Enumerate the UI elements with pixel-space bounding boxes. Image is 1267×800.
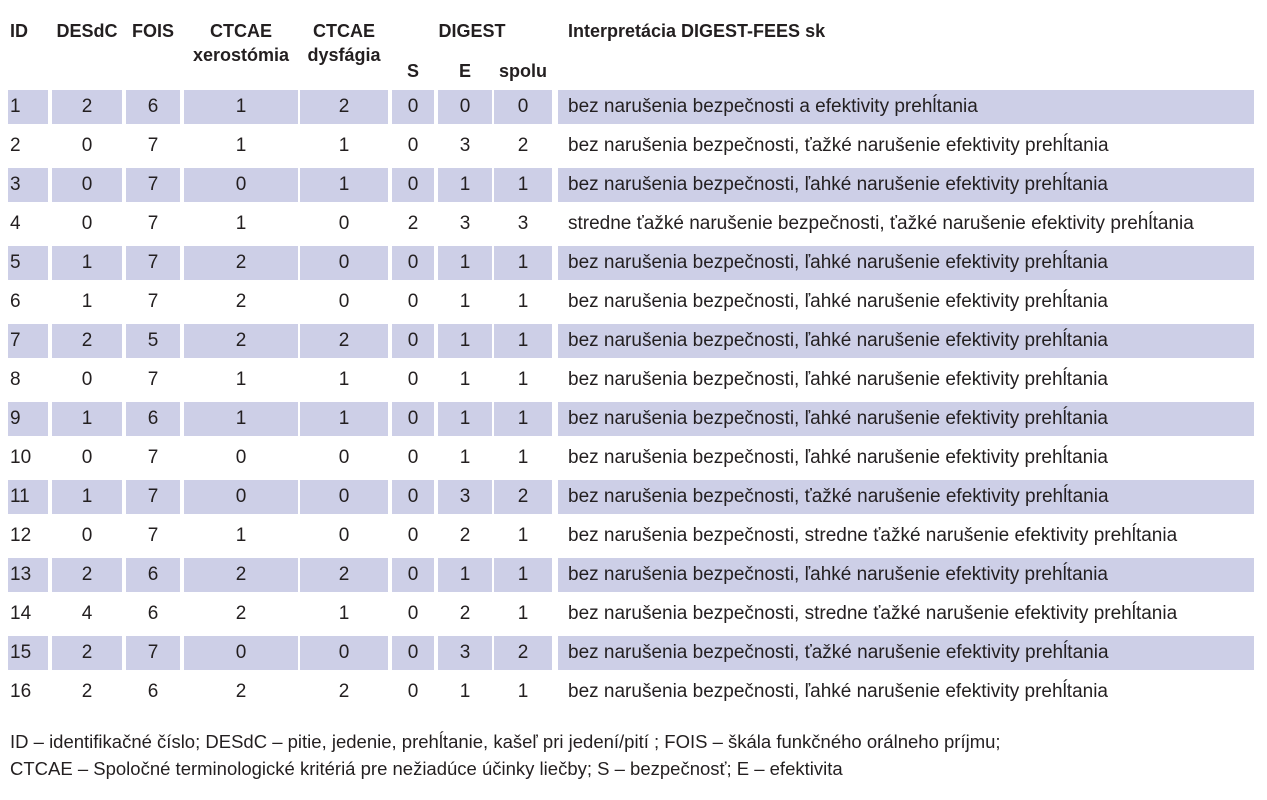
cell-digest-e: 3 bbox=[438, 480, 492, 514]
cell-digest-spolu: 1 bbox=[494, 402, 552, 436]
cell-ctcae-xerostomia: 0 bbox=[184, 168, 298, 202]
header-ctcae-xerostomia-top: CTCAE bbox=[210, 21, 272, 41]
cell-ctcae-dysfagia: 1 bbox=[338, 369, 350, 390]
cell-digest-e: 3 bbox=[438, 636, 492, 670]
cell-digest-spolu: 1 bbox=[494, 168, 552, 202]
cell-fois: 7 bbox=[147, 369, 159, 390]
cell-interpretation: bez narušenia bezpečnosti, stredne ťažké narušenie efektivity prehĺtania bbox=[568, 603, 1178, 624]
cell-fois: 6 bbox=[147, 603, 159, 624]
cell-desdc: 2 bbox=[52, 636, 122, 670]
cell-fois: 7 bbox=[147, 447, 159, 468]
header-desdc: DESdC bbox=[56, 21, 118, 41]
cell-desdc: 0 bbox=[81, 213, 93, 234]
cell-interpretation: bez narušenia bezpečnosti, ľahké narušenie efektivity prehĺtania bbox=[568, 681, 1108, 702]
cell-interpretation: bez narušenia bezpečnosti, ľahké narušenie efektivity prehĺtania bbox=[558, 246, 1254, 280]
cell-interpretation: stredne ťažké narušenie bezpečnosti, ťažké narušenie efektivity prehĺtania bbox=[568, 213, 1194, 234]
cell-digest-spolu: 1 bbox=[494, 324, 552, 358]
table-row bbox=[0, 558, 1267, 592]
cell-interpretation: bez narušenia bezpečnosti, ľahké narušenie efektivity prehĺtania bbox=[558, 558, 1254, 592]
cell-ctcae-dysfagia: 0 bbox=[300, 636, 388, 670]
cell-ctcae-dysfagia: 2 bbox=[300, 90, 388, 124]
cell-id: 13 bbox=[8, 558, 48, 592]
cell-ctcae-xerostomia: 1 bbox=[184, 90, 298, 124]
cell-id: 14 bbox=[10, 603, 32, 624]
cell-desdc: 0 bbox=[52, 168, 122, 202]
header-id: ID bbox=[10, 21, 28, 41]
cell-desdc: 0 bbox=[81, 525, 93, 546]
cell-digest-s: 0 bbox=[392, 402, 434, 436]
header-digest-e: E bbox=[458, 61, 471, 81]
footnote-line-1: ID – identifikačné číslo; DESdC – pitie, jedenie, prehĺtanie, kašeľ pri jedení/pití ; FOIS – škála funkčného orálneho príjmu; bbox=[10, 731, 1001, 752]
cell-ctcae-dysfagia: 0 bbox=[300, 246, 388, 280]
cell-ctcae-xerostomia: 0 bbox=[184, 636, 298, 670]
cell-fois: 7 bbox=[126, 246, 180, 280]
cell-interpretation: bez narušenia bezpečnosti, ťažké narušenie efektivity prehĺtania bbox=[568, 135, 1109, 156]
cell-fois: 6 bbox=[126, 558, 180, 592]
cell-ctcae-xerostomia: 2 bbox=[235, 291, 247, 312]
cell-digest-spolu: 2 bbox=[517, 135, 529, 156]
cell-fois: 6 bbox=[126, 90, 180, 124]
cell-desdc: 0 bbox=[81, 369, 93, 390]
cell-digest-spolu: 1 bbox=[517, 681, 529, 702]
cell-digest-s: 0 bbox=[407, 681, 419, 702]
cell-interpretation: bez narušenia bezpečnosti, ľahké narušenie efektivity prehĺtania bbox=[568, 291, 1108, 312]
cell-fois: 6 bbox=[147, 681, 159, 702]
cell-id: 5 bbox=[8, 246, 48, 280]
header-ctcae-dysfagia-top: CTCAE bbox=[313, 21, 375, 41]
cell-ctcae-xerostomia: 0 bbox=[184, 480, 298, 514]
cell-digest-e: 1 bbox=[459, 681, 471, 702]
cell-digest-spolu: 2 bbox=[494, 636, 552, 670]
cell-digest-s: 0 bbox=[407, 135, 419, 156]
cell-ctcae-dysfagia: 1 bbox=[300, 168, 388, 202]
cell-digest-spolu: 1 bbox=[494, 246, 552, 280]
cell-ctcae-xerostomia: 2 bbox=[235, 603, 247, 624]
cell-digest-s: 2 bbox=[407, 213, 419, 234]
cell-digest-e: 1 bbox=[438, 558, 492, 592]
cell-ctcae-xerostomia: 2 bbox=[184, 324, 298, 358]
cell-fois: 7 bbox=[126, 636, 180, 670]
cell-ctcae-xerostomia: 2 bbox=[184, 558, 298, 592]
cell-digest-spolu: 1 bbox=[517, 603, 529, 624]
table-row bbox=[0, 246, 1267, 280]
cell-id: 1 bbox=[8, 90, 48, 124]
cell-digest-e: 1 bbox=[459, 447, 471, 468]
cell-desdc: 0 bbox=[81, 135, 93, 156]
cell-ctcae-xerostomia: 1 bbox=[184, 402, 298, 436]
cell-id: 12 bbox=[10, 525, 32, 546]
cell-id: 6 bbox=[10, 291, 21, 312]
cell-digest-spolu: 0 bbox=[494, 90, 552, 124]
cell-desdc: 1 bbox=[52, 246, 122, 280]
footnote-line-2: CTCAE – Spoločné terminologické kritériá pre nežiadúce účinky liečby; S – bezpečnosť; E – efektivita bbox=[10, 758, 843, 779]
cell-desdc: 1 bbox=[52, 402, 122, 436]
cell-digest-spolu: 1 bbox=[517, 447, 529, 468]
cell-ctcae-dysfagia: 1 bbox=[300, 402, 388, 436]
cell-digest-e: 1 bbox=[459, 369, 471, 390]
header-ctcae-dysfagia-bottom: dysfágia bbox=[307, 45, 381, 65]
table-row bbox=[0, 168, 1267, 202]
cell-id: 3 bbox=[8, 168, 48, 202]
header-digest-s: S bbox=[406, 61, 419, 81]
cell-fois: 7 bbox=[147, 213, 159, 234]
header-digest-spolu: spolu bbox=[499, 61, 547, 81]
cell-digest-s: 0 bbox=[407, 447, 419, 468]
cell-ctcae-xerostomia: 1 bbox=[235, 135, 247, 156]
header-ctcae-xerostomia-bottom: xerostómia bbox=[192, 45, 290, 65]
cell-desdc: 2 bbox=[52, 324, 122, 358]
cell-desdc: 0 bbox=[81, 447, 93, 468]
table-row bbox=[0, 207, 1267, 241]
cell-fois: 6 bbox=[126, 402, 180, 436]
cell-digest-s: 0 bbox=[407, 603, 419, 624]
cell-ctcae-xerostomia: 1 bbox=[235, 369, 247, 390]
cell-fois: 7 bbox=[126, 480, 180, 514]
cell-desdc: 4 bbox=[81, 603, 93, 624]
cell-ctcae-xerostomia: 1 bbox=[235, 525, 247, 546]
cell-interpretation: bez narušenia bezpečnosti, ľahké narušenie efektivity prehĺtania bbox=[558, 168, 1254, 202]
cell-ctcae-dysfagia: 2 bbox=[338, 681, 350, 702]
cell-desdc: 1 bbox=[81, 291, 93, 312]
cell-digest-e: 2 bbox=[459, 525, 471, 546]
cell-id: 11 bbox=[8, 480, 48, 514]
table-row bbox=[0, 402, 1267, 436]
cell-ctcae-dysfagia: 0 bbox=[300, 480, 388, 514]
cell-interpretation: bez narušenia bezpečnosti, ťažké narušenie efektivity prehĺtania bbox=[558, 480, 1254, 514]
cell-id: 7 bbox=[8, 324, 48, 358]
cell-digest-e: 1 bbox=[438, 168, 492, 202]
cell-interpretation: bez narušenia bezpečnosti, ľahké narušenie efektivity prehĺtania bbox=[568, 447, 1108, 468]
cell-digest-s: 0 bbox=[407, 369, 419, 390]
cell-digest-spolu: 1 bbox=[517, 369, 529, 390]
cell-digest-e: 3 bbox=[459, 135, 471, 156]
cell-id: 16 bbox=[10, 681, 32, 702]
cell-interpretation: bez narušenia bezpečnosti, ľahké narušenie efektivity prehĺtania bbox=[558, 402, 1254, 436]
cell-digest-e: 1 bbox=[459, 291, 471, 312]
cell-fois: 7 bbox=[126, 168, 180, 202]
header-digest: DIGEST bbox=[438, 21, 506, 41]
cell-digest-spolu: 1 bbox=[494, 558, 552, 592]
cell-ctcae-dysfagia: 1 bbox=[338, 135, 350, 156]
table-row bbox=[0, 441, 1267, 475]
table-row bbox=[0, 597, 1267, 631]
table-row bbox=[0, 636, 1267, 670]
cell-ctcae-xerostomia: 0 bbox=[235, 447, 247, 468]
cell-interpretation: bez narušenia bezpečnosti, ľahké narušenie efektivity prehĺtania bbox=[568, 369, 1108, 390]
cell-interpretation: bez narušenia bezpečnosti a efektivity prehĺtania bbox=[558, 90, 1254, 124]
cell-digest-spolu: 2 bbox=[494, 480, 552, 514]
cell-digest-e: 2 bbox=[459, 603, 471, 624]
table-header bbox=[0, 0, 1267, 86]
header-fois: FOIS bbox=[131, 21, 174, 41]
cell-ctcae-xerostomia: 1 bbox=[235, 213, 247, 234]
cell-ctcae-dysfagia: 0 bbox=[338, 291, 350, 312]
cell-id: 2 bbox=[10, 135, 21, 156]
table-body bbox=[0, 90, 1267, 714]
cell-digest-spolu: 1 bbox=[517, 525, 529, 546]
table-row bbox=[0, 324, 1267, 358]
cell-digest-s: 0 bbox=[392, 636, 434, 670]
cell-digest-e: 0 bbox=[438, 90, 492, 124]
cell-digest-s: 0 bbox=[392, 246, 434, 280]
cell-interpretation: bez narušenia bezpečnosti, ľahké narušenie efektivity prehĺtania bbox=[558, 324, 1254, 358]
cell-fois: 7 bbox=[147, 135, 159, 156]
table-row bbox=[0, 90, 1267, 124]
cell-digest-e: 3 bbox=[459, 213, 471, 234]
cell-desdc: 2 bbox=[81, 681, 93, 702]
cell-interpretation: bez narušenia bezpečnosti, stredne ťažké narušenie efektivity prehĺtania bbox=[568, 525, 1178, 546]
cell-ctcae-dysfagia: 0 bbox=[338, 447, 350, 468]
cell-digest-s: 0 bbox=[392, 480, 434, 514]
header-interpretation: Interpretácia DIGEST-FEES sk bbox=[568, 21, 826, 41]
cell-fois: 7 bbox=[147, 291, 159, 312]
table-row bbox=[0, 480, 1267, 514]
cell-id: 8 bbox=[10, 369, 21, 390]
cell-ctcae-dysfagia: 1 bbox=[338, 603, 350, 624]
cell-fois: 5 bbox=[126, 324, 180, 358]
cell-ctcae-xerostomia: 2 bbox=[235, 681, 247, 702]
cell-desdc: 2 bbox=[52, 90, 122, 124]
cell-id: 9 bbox=[8, 402, 48, 436]
cell-digest-spolu: 1 bbox=[517, 291, 529, 312]
cell-interpretation: bez narušenia bezpečnosti, ťažké narušenie efektivity prehĺtania bbox=[558, 636, 1254, 670]
cell-digest-s: 0 bbox=[392, 558, 434, 592]
cell-ctcae-dysfagia: 2 bbox=[300, 558, 388, 592]
cell-digest-s: 0 bbox=[392, 324, 434, 358]
cell-fois: 7 bbox=[147, 525, 159, 546]
cell-ctcae-dysfagia: 0 bbox=[338, 213, 350, 234]
cell-ctcae-dysfagia: 0 bbox=[338, 525, 350, 546]
cell-digest-s: 0 bbox=[407, 525, 419, 546]
cell-ctcae-xerostomia: 2 bbox=[184, 246, 298, 280]
cell-digest-spolu: 3 bbox=[517, 213, 529, 234]
table-row bbox=[0, 519, 1267, 553]
cell-id: 4 bbox=[10, 213, 21, 234]
table-footnote bbox=[10, 728, 1260, 782]
cell-desdc: 1 bbox=[52, 480, 122, 514]
cell-id: 15 bbox=[8, 636, 48, 670]
table-row bbox=[0, 675, 1267, 709]
cell-digest-e: 1 bbox=[438, 246, 492, 280]
cell-digest-e: 1 bbox=[438, 402, 492, 436]
table-row bbox=[0, 129, 1267, 163]
table-row bbox=[0, 363, 1267, 397]
cell-ctcae-dysfagia: 2 bbox=[300, 324, 388, 358]
cell-digest-s: 0 bbox=[407, 291, 419, 312]
cell-id: 10 bbox=[10, 447, 32, 468]
cell-digest-s: 0 bbox=[392, 168, 434, 202]
cell-desdc: 2 bbox=[52, 558, 122, 592]
cell-digest-s: 0 bbox=[392, 90, 434, 124]
table-row bbox=[0, 285, 1267, 319]
cell-digest-e: 1 bbox=[438, 324, 492, 358]
